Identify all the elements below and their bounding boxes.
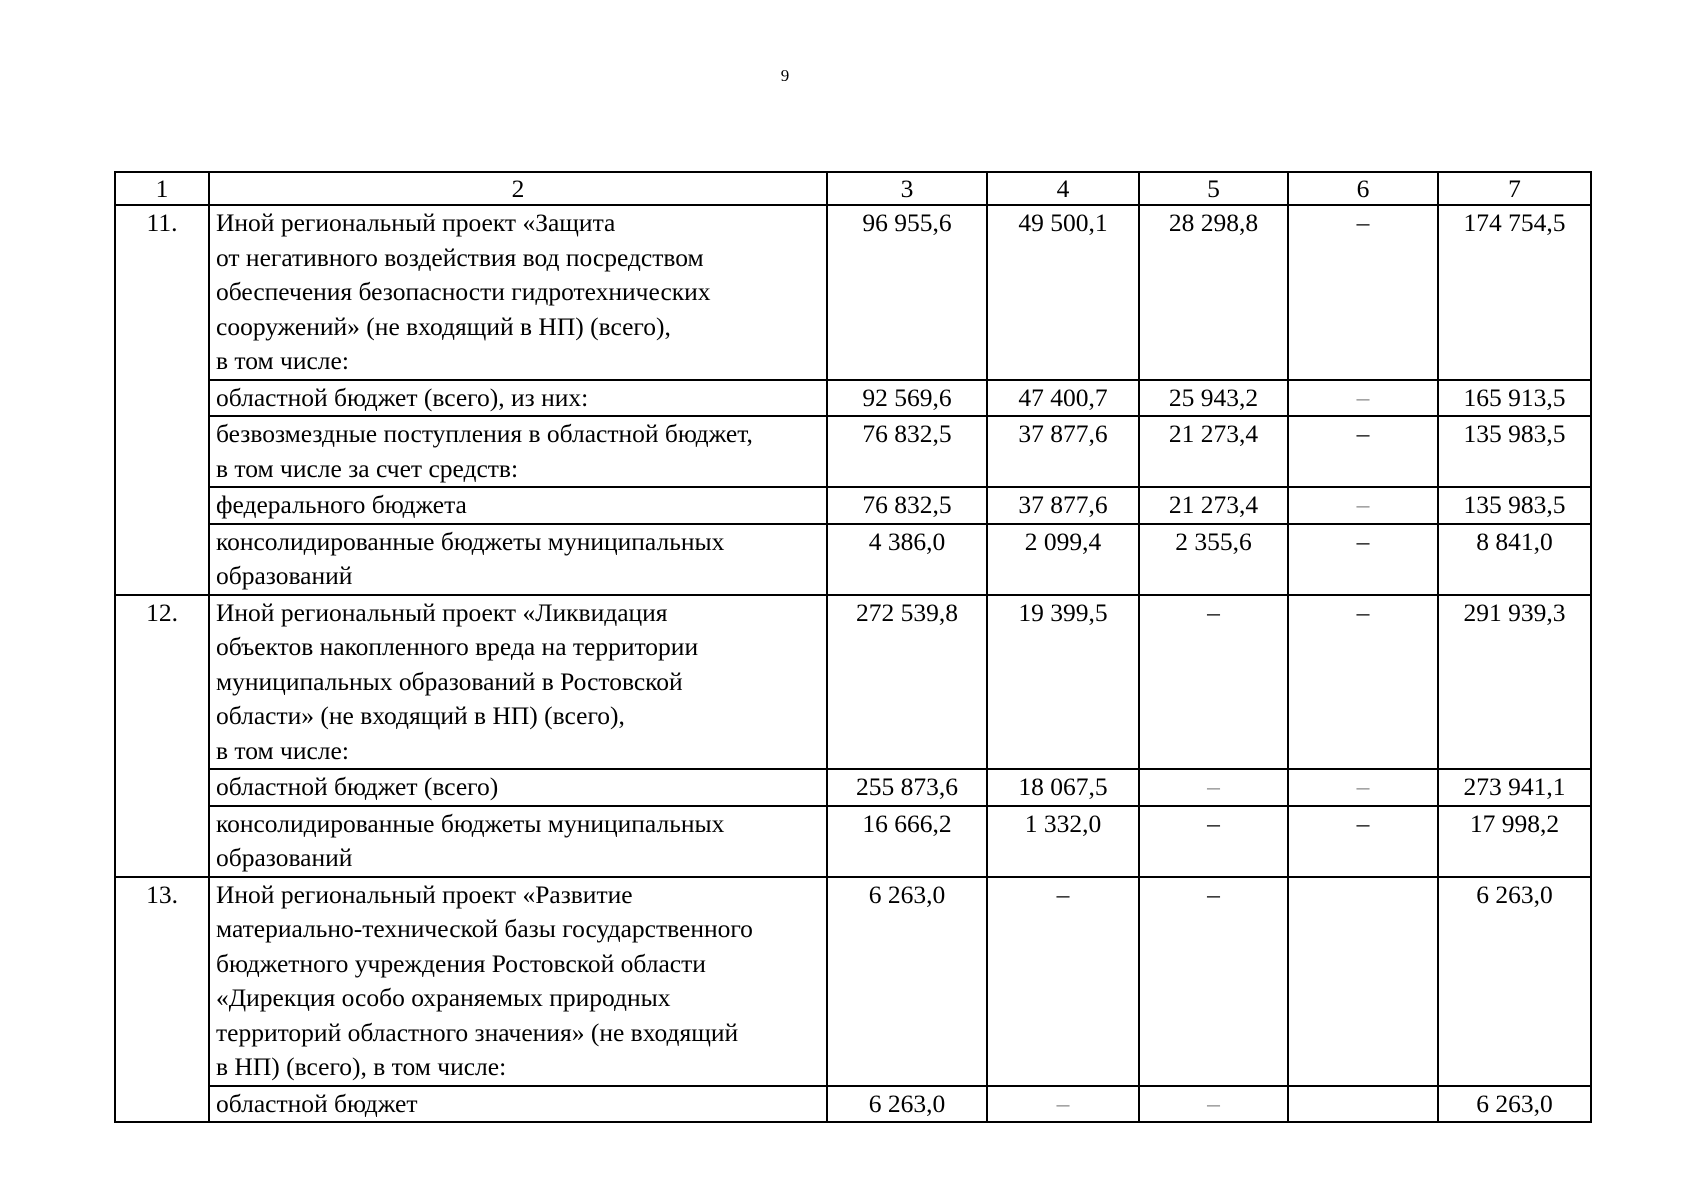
section-number: 11. bbox=[115, 205, 209, 595]
value-cell: 6 263,0 bbox=[827, 877, 987, 1086]
table-row bbox=[115, 524, 1591, 595]
value-cell: – bbox=[1288, 205, 1438, 380]
column-header: 1 bbox=[115, 172, 209, 205]
value-cell: 291 939,3 bbox=[1438, 595, 1591, 770]
value-cell: – bbox=[1139, 1086, 1288, 1123]
value-cell: – bbox=[1288, 416, 1438, 487]
row-name: Иной региональный проект «Развитие материально-технической базы государственного бюджетного учреждения Ростовской области «Дирекция особо охраняемых природных территорий областного значения» (не входящий в НП) (всего), в том числе: bbox=[209, 877, 827, 1086]
column-header: 5 bbox=[1139, 172, 1288, 205]
value-cell: 2 355,6 bbox=[1139, 524, 1288, 595]
value-cell: 174 754,5 bbox=[1438, 205, 1591, 380]
column-header: 2 bbox=[209, 172, 827, 205]
value-cell: 8 841,0 bbox=[1438, 524, 1591, 595]
row-name: областной бюджет bbox=[209, 1086, 827, 1123]
page-number: 9 bbox=[780, 66, 790, 85]
value-cell: – bbox=[1288, 487, 1438, 524]
row-name: областной бюджет (всего) bbox=[209, 769, 827, 806]
row-name: федерального бюджета bbox=[209, 487, 827, 524]
value-cell: – bbox=[1288, 380, 1438, 417]
value-cell: – bbox=[1139, 806, 1288, 877]
value-cell: – bbox=[1139, 595, 1288, 770]
row-name: консолидированные бюджеты муниципальных образований bbox=[209, 806, 827, 877]
table-row bbox=[115, 416, 1591, 487]
value-cell: – bbox=[987, 877, 1139, 1086]
budget-table bbox=[114, 171, 1592, 1123]
value-cell: – bbox=[1288, 524, 1438, 595]
value-cell: 21 273,4 bbox=[1139, 487, 1288, 524]
value-cell: 76 832,5 bbox=[827, 416, 987, 487]
column-header: 3 bbox=[827, 172, 987, 205]
table-row bbox=[115, 205, 1591, 380]
column-header: 6 bbox=[1288, 172, 1438, 205]
value-cell: 25 943,2 bbox=[1139, 380, 1288, 417]
table-row bbox=[115, 769, 1591, 806]
value-cell: 6 263,0 bbox=[1438, 877, 1591, 1086]
section-number: 12. bbox=[115, 595, 209, 877]
value-cell: 255 873,6 bbox=[827, 769, 987, 806]
column-header: 7 bbox=[1438, 172, 1591, 205]
value-cell: – bbox=[1288, 595, 1438, 770]
value-cell: 49 500,1 bbox=[987, 205, 1139, 380]
row-name: консолидированные бюджеты муниципальных образований bbox=[209, 524, 827, 595]
table-row bbox=[115, 487, 1591, 524]
column-header: 4 bbox=[987, 172, 1139, 205]
value-cell: 37 877,6 bbox=[987, 416, 1139, 487]
table-row bbox=[115, 380, 1591, 417]
table-header-row bbox=[115, 172, 1591, 205]
value-cell: 92 569,6 bbox=[827, 380, 987, 417]
value-cell bbox=[1288, 1086, 1438, 1123]
value-cell: – bbox=[1139, 769, 1288, 806]
value-cell: 4 386,0 bbox=[827, 524, 987, 595]
value-cell: 18 067,5 bbox=[987, 769, 1139, 806]
value-cell: – bbox=[1139, 877, 1288, 1086]
value-cell: 21 273,4 bbox=[1139, 416, 1288, 487]
value-cell: 37 877,6 bbox=[987, 487, 1139, 524]
row-name: Иной региональный проект «Ликвидация объектов накопленного вреда на территории муниципальных образований в Ростовской области» (не входящий в НП) (всего), в том числе: bbox=[209, 595, 827, 770]
value-cell: 135 983,5 bbox=[1438, 416, 1591, 487]
table-row bbox=[115, 1086, 1591, 1123]
row-name: областной бюджет (всего), из них: bbox=[209, 380, 827, 417]
value-cell: 17 998,2 bbox=[1438, 806, 1591, 877]
value-cell: – bbox=[987, 1086, 1139, 1123]
value-cell bbox=[1288, 877, 1438, 1086]
value-cell: 16 666,2 bbox=[827, 806, 987, 877]
value-cell: 1 332,0 bbox=[987, 806, 1139, 877]
value-cell: 165 913,5 bbox=[1438, 380, 1591, 417]
value-cell: 272 539,8 bbox=[827, 595, 987, 770]
section-number: 13. bbox=[115, 877, 209, 1123]
table-row bbox=[115, 595, 1591, 770]
table-row bbox=[115, 877, 1591, 1086]
value-cell: 6 263,0 bbox=[827, 1086, 987, 1123]
value-cell: 6 263,0 bbox=[1438, 1086, 1591, 1123]
row-name: Иной региональный проект «Защита от негативного воздействия вод посредством обеспечения безопасности гидротехнических сооружений» (не входящий в НП) (всего), в том числе: bbox=[209, 205, 827, 380]
value-cell: 47 400,7 bbox=[987, 380, 1139, 417]
value-cell: 2 099,4 bbox=[987, 524, 1139, 595]
value-cell: 76 832,5 bbox=[827, 487, 987, 524]
value-cell: 96 955,6 bbox=[827, 205, 987, 380]
table-row bbox=[115, 806, 1591, 877]
value-cell: – bbox=[1288, 806, 1438, 877]
value-cell: – bbox=[1288, 769, 1438, 806]
value-cell: 135 983,5 bbox=[1438, 487, 1591, 524]
value-cell: 273 941,1 bbox=[1438, 769, 1591, 806]
value-cell: 28 298,8 bbox=[1139, 205, 1288, 380]
row-name: безвозмездные поступления в областной бюджет, в том числе за счет средств: bbox=[209, 416, 827, 487]
value-cell: 19 399,5 bbox=[987, 595, 1139, 770]
